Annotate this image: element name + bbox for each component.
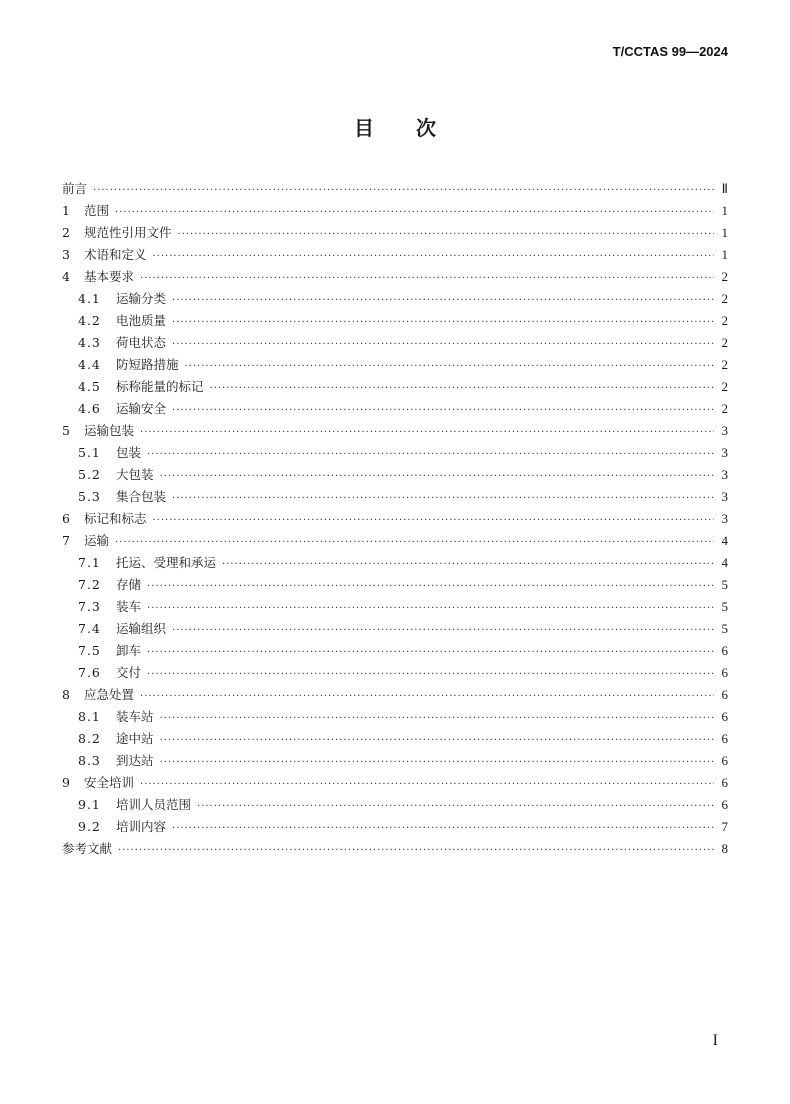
toc-entry-title: 荷电状态 <box>116 335 167 350</box>
toc-entry-page: 6 <box>721 687 728 702</box>
toc-entry-number: 5.3 <box>78 489 101 504</box>
toc-entry-page: 4 <box>721 533 728 548</box>
toc-entry[interactable] <box>62 178 728 200</box>
toc-entry-title: 运输组织 <box>116 621 167 636</box>
toc-entry-page: 1 <box>721 247 728 262</box>
toc-leader-dots <box>160 466 714 488</box>
toc-entry-page: 6 <box>721 709 728 724</box>
toc-leader-dots <box>160 708 714 730</box>
toc-entry-page: 3 <box>721 423 728 438</box>
page-number: I <box>712 1032 718 1049</box>
toc-entry-title: 卸车 <box>116 643 142 658</box>
toc-entry-number: 4.4 <box>78 357 101 372</box>
toc-entry-number: 5 <box>62 423 70 438</box>
toc-entry-number: 7.5 <box>78 643 101 658</box>
toc-entry-title: 术语和定义 <box>84 247 147 262</box>
toc-entry-number: 4.1 <box>78 291 101 306</box>
toc-entry-title: 交付 <box>116 665 142 680</box>
toc-entry-number: 7 <box>62 533 70 548</box>
toc-entry[interactable] <box>62 750 728 772</box>
toc-leader-dots <box>172 290 714 312</box>
toc-entry-title: 基本要求 <box>84 269 135 284</box>
toc-entry-number: 1 <box>62 203 70 218</box>
toc-leader-dots <box>93 180 714 202</box>
toc-entry-number: 4.2 <box>78 313 101 328</box>
toc-leader-dots <box>172 818 714 840</box>
toc-entry[interactable] <box>62 508 728 530</box>
toc-entry-number: 5.1 <box>78 445 101 460</box>
toc-entry-title: 应急处置 <box>84 687 135 702</box>
toc-entry-title: 途中站 <box>116 731 154 746</box>
toc-entry-title: 托运、受理和承运 <box>116 555 217 570</box>
toc-entry-number: 2 <box>62 225 70 240</box>
toc-entry-page: 1 <box>721 225 728 240</box>
toc-title-left: 目 <box>354 116 374 140</box>
toc-entry[interactable] <box>62 662 728 684</box>
toc-leader-dots <box>115 202 714 224</box>
toc-entry-title: 标称能量的标记 <box>116 379 204 394</box>
toc-leader-dots <box>160 730 714 752</box>
toc-entry-title: 培训内容 <box>116 819 167 834</box>
toc-entry[interactable] <box>62 684 728 706</box>
toc-entry[interactable] <box>62 794 728 816</box>
toc-leader-dots <box>172 488 714 510</box>
document-code: T/CCTAS 99—2024 <box>612 44 728 59</box>
toc-entry-page: 2 <box>721 401 728 416</box>
toc-entry-number: 8.3 <box>78 753 101 768</box>
toc-leader-dots <box>153 510 714 532</box>
toc-entry-page: 5 <box>721 577 728 592</box>
toc-entry-number: 8 <box>62 687 70 702</box>
toc-entry[interactable] <box>62 816 728 838</box>
toc-entry[interactable] <box>62 618 728 640</box>
toc-entry-page: 6 <box>721 665 728 680</box>
toc-leader-dots <box>172 620 714 642</box>
toc-entry[interactable] <box>62 310 728 332</box>
toc-entry-title: 培训人员范围 <box>116 797 192 812</box>
toc-entry-number: 7.4 <box>78 621 101 636</box>
toc-title <box>0 112 790 141</box>
toc-entry-title: 参考文献 <box>62 841 113 856</box>
toc-entry[interactable] <box>62 244 728 266</box>
toc-entry-page: 5 <box>721 599 728 614</box>
toc-entry-page: 3 <box>721 511 728 526</box>
toc-leader-dots <box>147 598 714 620</box>
toc-entry-page: 6 <box>721 753 728 768</box>
toc-leader-dots <box>153 246 714 268</box>
toc-entry-page: 2 <box>721 335 728 350</box>
toc-entry-number: 4.5 <box>78 379 101 394</box>
toc-entry[interactable] <box>62 222 728 244</box>
toc-leader-dots <box>172 400 714 422</box>
toc-entry[interactable] <box>62 552 728 574</box>
toc-entry-title: 装车站 <box>116 709 154 724</box>
toc-leader-dots <box>185 356 714 378</box>
toc-entry-page: 1 <box>721 203 728 218</box>
toc-entry[interactable] <box>62 838 728 860</box>
toc-leader-dots <box>140 422 714 444</box>
toc-entry[interactable] <box>62 266 728 288</box>
toc-entry-number: 4 <box>62 269 70 284</box>
toc-entry-page: Ⅱ <box>721 181 728 196</box>
toc-entry[interactable] <box>62 354 728 376</box>
toc-entry-page: 3 <box>721 489 728 504</box>
toc-entry-number: 7.2 <box>78 577 101 592</box>
toc-entry-title: 防短路措施 <box>116 357 179 372</box>
toc-entry-number: 8.2 <box>78 731 101 746</box>
toc-entry-page: 3 <box>721 445 728 460</box>
toc-entry-page: 4 <box>721 555 728 570</box>
toc-leader-dots <box>178 224 714 246</box>
toc-entry-title: 到达站 <box>116 753 154 768</box>
toc-entry-number: 4.3 <box>78 335 101 350</box>
toc-leader-dots <box>140 268 714 290</box>
toc-entry-page: 2 <box>721 313 728 328</box>
toc-entry-page: 2 <box>721 269 728 284</box>
toc-entry[interactable] <box>62 640 728 662</box>
toc-entry[interactable] <box>62 288 728 310</box>
toc-entry[interactable] <box>62 486 728 508</box>
toc-leader-dots <box>172 334 714 356</box>
toc-entry-title: 包装 <box>116 445 142 460</box>
toc-entry[interactable] <box>62 772 728 794</box>
toc-entry-title: 范围 <box>84 203 110 218</box>
toc-entry-title: 前言 <box>62 181 88 196</box>
toc-entry[interactable] <box>62 200 728 222</box>
toc-leader-dots <box>147 664 714 686</box>
toc-entry-title: 标记和标志 <box>84 511 147 526</box>
toc-entry-page: 5 <box>721 621 728 636</box>
toc-entry-title: 运输分类 <box>116 291 167 306</box>
toc-entry-number: 5.2 <box>78 467 101 482</box>
toc-entry-number: 9.1 <box>78 797 101 812</box>
toc-entry-number: 9.2 <box>78 819 101 834</box>
toc-entry-title: 运输 <box>84 533 110 548</box>
toc-entry-title: 运输包装 <box>84 423 135 438</box>
toc-entry[interactable] <box>62 706 728 728</box>
toc-entry-number: 7.1 <box>78 555 101 570</box>
toc-entry-number: 4.6 <box>78 401 101 416</box>
toc-entry-title: 电池质量 <box>116 313 167 328</box>
toc-leader-dots <box>147 576 714 598</box>
toc-entry[interactable] <box>62 420 728 442</box>
toc-leader-dots <box>140 686 714 708</box>
toc-leader-dots <box>147 444 714 466</box>
toc-entry-title: 大包装 <box>116 467 154 482</box>
toc-entry-page: 2 <box>721 291 728 306</box>
toc-entry-number: 7.6 <box>78 665 101 680</box>
toc-entry[interactable] <box>62 464 728 486</box>
toc-entry[interactable] <box>62 442 728 464</box>
toc-entry-number: 8.1 <box>78 709 101 724</box>
toc-entry-page: 7 <box>721 819 728 834</box>
table-of-contents <box>62 178 728 860</box>
toc-leader-dots <box>160 752 714 774</box>
toc-entry-number: 9 <box>62 775 70 790</box>
toc-entry-number: 6 <box>62 511 70 526</box>
toc-entry-title: 运输安全 <box>116 401 167 416</box>
toc-entry-page: 6 <box>721 797 728 812</box>
toc-entry-page: 2 <box>721 379 728 394</box>
toc-entry[interactable] <box>62 530 728 552</box>
toc-entry-page: 6 <box>721 731 728 746</box>
toc-entry-title: 存储 <box>116 577 142 592</box>
toc-entry-page: 8 <box>721 841 728 856</box>
toc-leader-dots <box>140 774 714 796</box>
toc-entry-number: 7.3 <box>78 599 101 614</box>
toc-leader-dots <box>197 796 714 818</box>
toc-title-right: 次 <box>416 116 436 140</box>
toc-leader-dots <box>210 378 714 400</box>
toc-leader-dots <box>115 532 714 554</box>
toc-entry-title: 安全培训 <box>84 775 135 790</box>
toc-entry[interactable] <box>62 728 728 750</box>
toc-entry-title: 规范性引用文件 <box>84 225 172 240</box>
toc-entry[interactable] <box>62 332 728 354</box>
toc-entry-title: 集合包装 <box>116 489 167 504</box>
toc-entry-page: 6 <box>721 643 728 658</box>
toc-entry-number: 3 <box>62 247 70 262</box>
toc-leader-dots <box>118 840 714 862</box>
toc-entry-page: 2 <box>721 357 728 372</box>
toc-leader-dots <box>222 554 714 576</box>
toc-entry[interactable] <box>62 376 728 398</box>
toc-entry-page: 6 <box>721 775 728 790</box>
toc-entry-page: 3 <box>721 467 728 482</box>
toc-entry[interactable] <box>62 574 728 596</box>
toc-entry[interactable] <box>62 596 728 618</box>
toc-leader-dots <box>147 642 714 664</box>
toc-entry[interactable] <box>62 398 728 420</box>
toc-entry-title: 装车 <box>116 599 142 614</box>
toc-leader-dots <box>172 312 714 334</box>
